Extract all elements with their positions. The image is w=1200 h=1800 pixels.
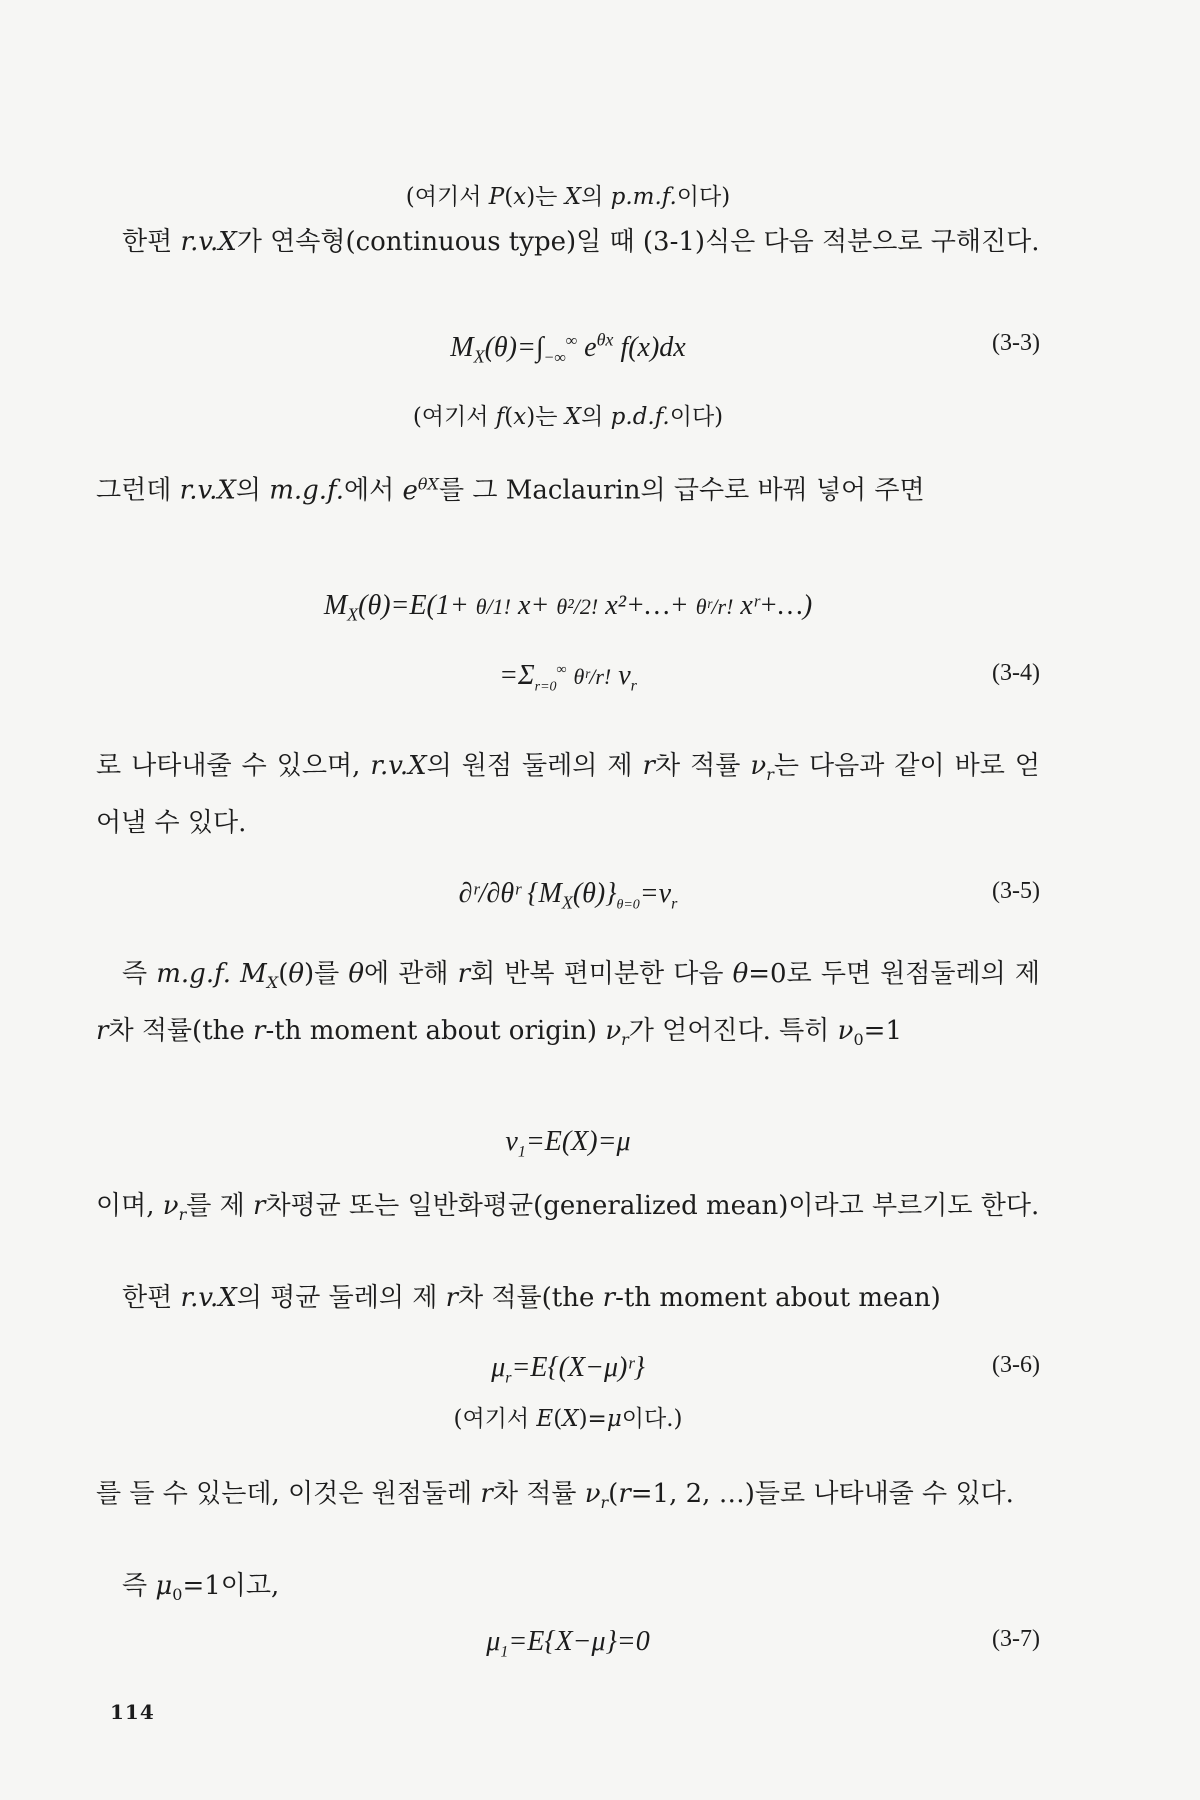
equation-3-4-line1: $M_X(\theta)=E(1+ \theta/1$! x+ θ²/2! x²+…+ θʳ/r! xʳ+…) <box>323 590 813 625</box>
paragraph-continuous: 한편 r.v.X가 연속형(continuous type)일 때 (3-1)식은 다음 적분으로 구해진다. <box>122 227 1040 257</box>
equation-3-5: ∂ʳ/∂θʳ $\{M_X(\theta)\}_{\theta=0}=\nu_r$ (3-5) <box>458 878 1040 913</box>
equation-3-6: $\mu_r=E\{(X-\mu)ʳ\}$ (3-6) <box>491 1352 1040 1387</box>
equation-3-7: $\mu_1=E\{X-\mu\}=0$ (3-7) <box>486 1626 1040 1661</box>
equation-nu1: $\nu_1=E(X)=\mu$ <box>505 1126 631 1161</box>
paragraph-origin-moment: 로 나타내줄 수 있으며, r.v.X의 원점 둘레의 제 r차 적률 $\nu_r$는 다음과 같이 바로 얻어낼 수 있다. <box>96 751 1040 839</box>
equation-number: (3-4) <box>992 660 1040 686</box>
equation-number: (3-5) <box>992 878 1040 904</box>
paragraph-expressible: 를 들 수 있는데, 이것은 원점둘레 r차 적률 $\nu_r(r=1$, 2, …)들로 나타내줄 수 있다. <box>96 1479 1014 1513</box>
paragraph-partial-derivative: 즉 m.g.f. $M_X(\theta)$를 θ에 관해 r회 반복 편미분한 다음 θ=0로 두면 원점둘레의 제 r차 적률(the r-th moment about origin) $\nu_r$가 얻어진다. 특히 $\nu_0=1$ <box>96 959 1040 1050</box>
equation-3-4-line2: $=\Sigma_{r=0}^\infty$ θʳ/r! $\nu_r$ (3-4) <box>499 660 1040 695</box>
pmf-note: (여기서 P(x)는 X의 p.m.f.이다) <box>405 184 731 210</box>
equation-3-3: $M_X(\theta)=\int_{-\infty}^\infty$ $e^{\theta x}$ f(x)dx (3-3) <box>450 330 1040 367</box>
equation-number: (3-7) <box>992 1626 1040 1652</box>
equation-number: (3-6) <box>992 1352 1040 1378</box>
paragraph-mean-moment: 한편 r.v.X의 평균 둘레의 제 r차 적률(the r-th moment about mean) <box>122 1283 941 1313</box>
paragraph-mu0: 즉 $\mu_0=1$이고, <box>122 1571 280 1605</box>
mean-note: (여기서 E(X)=μ이다.) <box>453 1406 683 1432</box>
equation-number: (3-3) <box>992 330 1040 356</box>
paragraph-generalized-mean: 이며, $\nu_r$를 제 r차평균 또는 일반화평균(generalized mean)이라고 부르기도 한다. <box>96 1191 1040 1225</box>
pdf-note: (여기서 f(x)는 X의 p.d.f.이다) <box>412 404 724 430</box>
paragraph-maclaurin: 그런데 r.v.X의 m.g.f.에서 $e^{\theta X}$를 그 Maclaurin의 급수로 바꿔 넣어 주면 <box>96 474 925 506</box>
page-number: 114 <box>110 1700 155 1724</box>
